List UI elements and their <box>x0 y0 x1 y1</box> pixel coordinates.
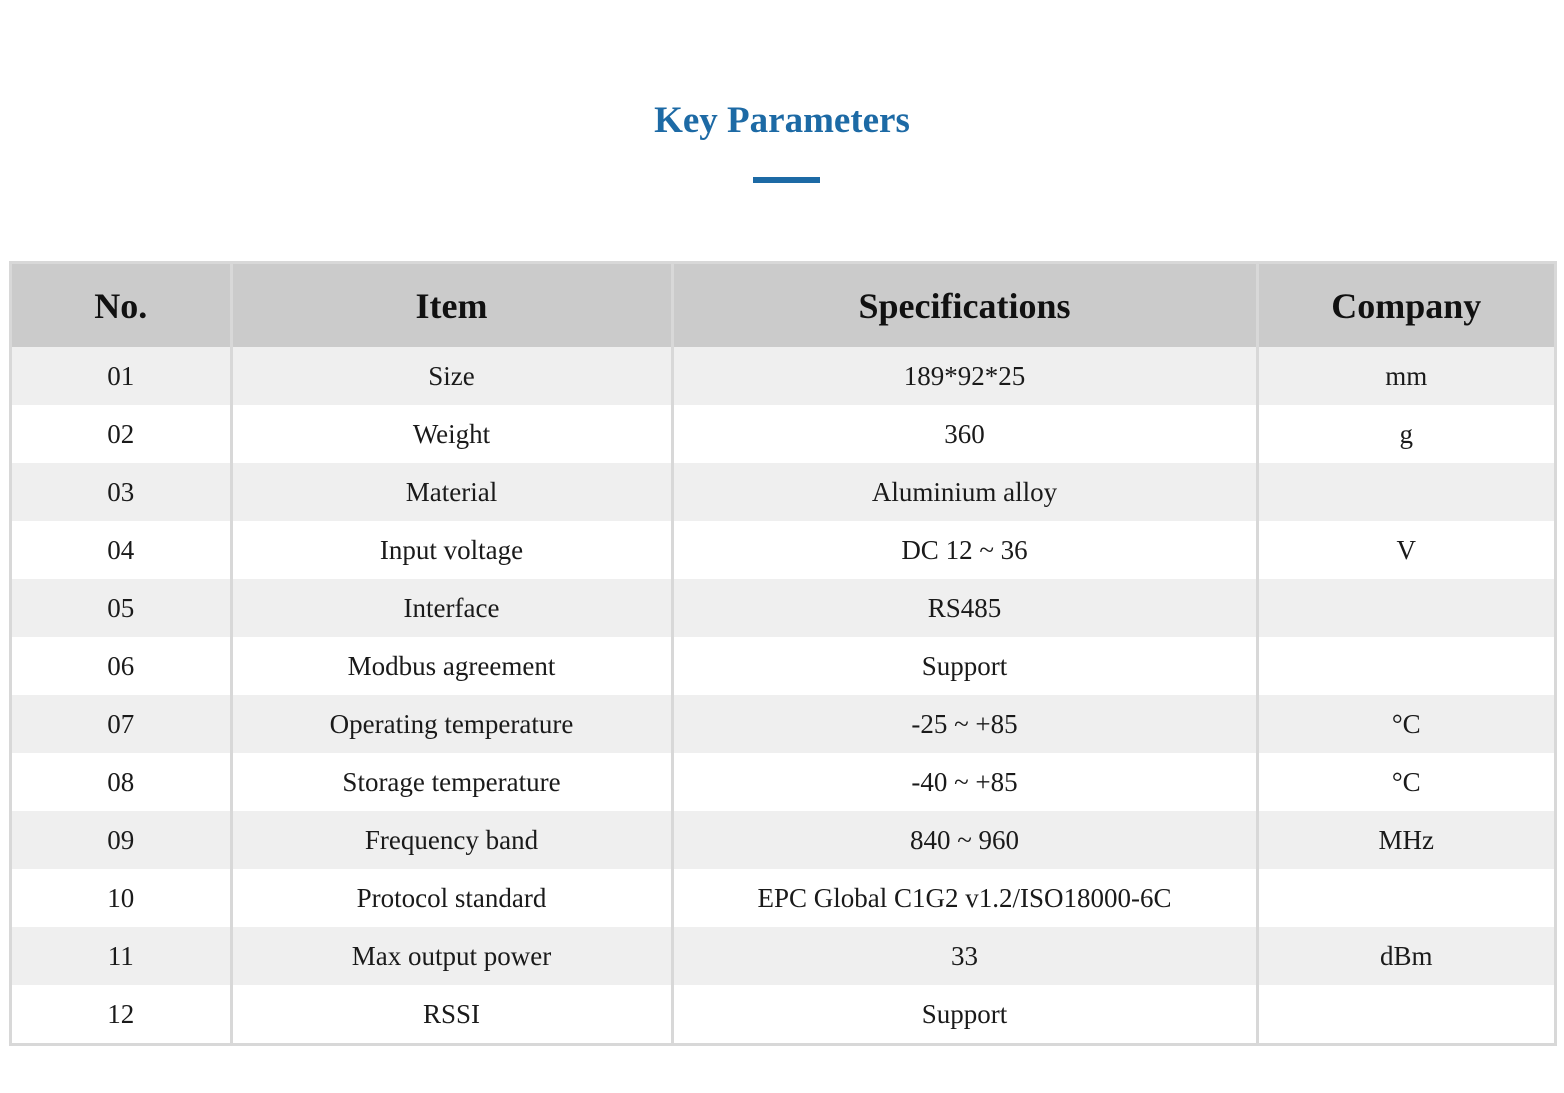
cell-company <box>1257 869 1554 927</box>
header-company: Company <box>1257 264 1554 347</box>
cell-item: Size <box>231 347 672 405</box>
cell-no: 02 <box>12 405 231 463</box>
cell-item: Modbus agreement <box>231 637 672 695</box>
cell-specification: -25 ~ +85 <box>672 695 1257 753</box>
cell-company <box>1257 463 1554 521</box>
cell-no: 06 <box>12 637 231 695</box>
table-row <box>12 753 1554 811</box>
cell-specification: Support <box>672 985 1257 1043</box>
cell-company: mm <box>1257 347 1554 405</box>
cell-item: Material <box>231 463 672 521</box>
cell-no: 07 <box>12 695 231 753</box>
parameters-table-container <box>9 261 1557 1046</box>
cell-item: Protocol standard <box>231 869 672 927</box>
cell-item: Frequency band <box>231 811 672 869</box>
cell-specification: EPC Global C1G2 v1.2/ISO18000-6C <box>672 869 1257 927</box>
cell-specification: 33 <box>672 927 1257 985</box>
cell-no: 12 <box>12 985 231 1043</box>
cell-no: 04 <box>12 521 231 579</box>
cell-specification: -40 ~ +85 <box>672 753 1257 811</box>
cell-specification: 189*92*25 <box>672 347 1257 405</box>
cell-specification: RS485 <box>672 579 1257 637</box>
cell-specification: DC 12 ~ 36 <box>672 521 1257 579</box>
cell-item: Interface <box>231 579 672 637</box>
cell-no: 03 <box>12 463 231 521</box>
cell-specification: 840 ~ 960 <box>672 811 1257 869</box>
cell-specification: 360 <box>672 405 1257 463</box>
cell-item: Operating temperature <box>231 695 672 753</box>
cell-company: V <box>1257 521 1554 579</box>
table-row <box>12 637 1554 695</box>
title-underline <box>753 177 820 183</box>
table-row <box>12 985 1554 1043</box>
parameters-table <box>12 264 1554 1043</box>
cell-no: 05 <box>12 579 231 637</box>
table-row <box>12 405 1554 463</box>
cell-no: 08 <box>12 753 231 811</box>
table-row <box>12 579 1554 637</box>
cell-no: 11 <box>12 927 231 985</box>
cell-specification: Aluminium alloy <box>672 463 1257 521</box>
cell-company: dBm <box>1257 927 1554 985</box>
page-title: Key Parameters <box>654 100 910 141</box>
cell-item: Input voltage <box>231 521 672 579</box>
cell-company: °C <box>1257 695 1554 753</box>
cell-item: Storage temperature <box>231 753 672 811</box>
table-row <box>12 695 1554 753</box>
table-row <box>12 927 1554 985</box>
table-row <box>12 869 1554 927</box>
cell-company: g <box>1257 405 1554 463</box>
table-row <box>12 347 1554 405</box>
header-specifications: Specifications <box>672 264 1257 347</box>
cell-no: 09 <box>12 811 231 869</box>
table-row <box>12 463 1554 521</box>
cell-item: Weight <box>231 405 672 463</box>
cell-company <box>1257 637 1554 695</box>
cell-specification: Support <box>672 637 1257 695</box>
table-body <box>12 347 1554 1043</box>
table-row <box>12 811 1554 869</box>
cell-company: MHz <box>1257 811 1554 869</box>
cell-company <box>1257 985 1554 1043</box>
cell-no: 01 <box>12 347 231 405</box>
header-no: No. <box>12 264 231 347</box>
cell-company <box>1257 579 1554 637</box>
cell-item: Max output power <box>231 927 672 985</box>
header-item: Item <box>231 264 672 347</box>
cell-company: °C <box>1257 753 1554 811</box>
table-header-row <box>12 264 1554 347</box>
table-row <box>12 521 1554 579</box>
cell-item: RSSI <box>231 985 672 1043</box>
cell-no: 10 <box>12 869 231 927</box>
